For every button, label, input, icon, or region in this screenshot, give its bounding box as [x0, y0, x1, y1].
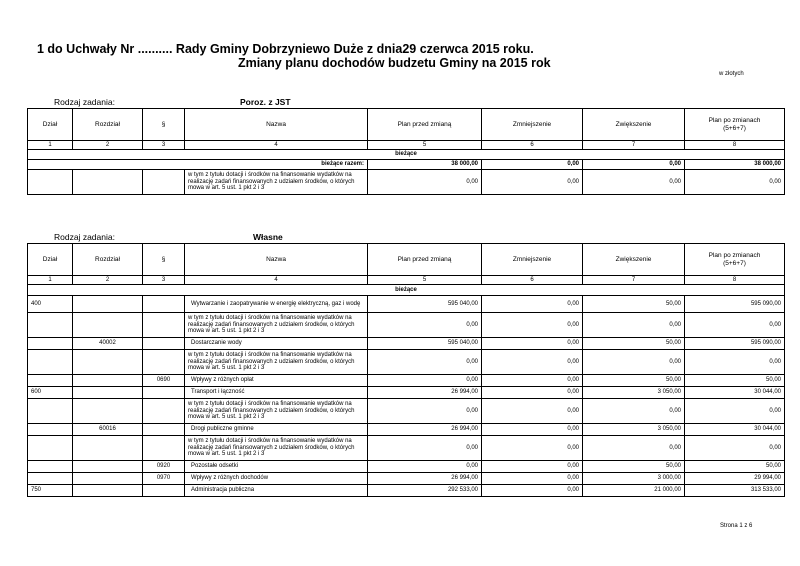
- cell-value: 50,00: [685, 461, 785, 473]
- cell-dzial: [28, 436, 73, 461]
- cell-value: 0,00: [368, 350, 482, 375]
- group-label: bieżące: [28, 150, 785, 160]
- cell-dzial: [28, 338, 73, 350]
- cell-rozdzial: [73, 461, 143, 473]
- col-number: 7: [583, 141, 685, 150]
- cell-nazwa: w tym z tytułu dotacji i środków na finansowanie wydatków na realizację zadań finansowanych z udziałem środków, o których mowa w art. 5 ust. 1 pkt 2 i 3: [185, 313, 368, 338]
- col-rozdzial: Rozdział: [73, 244, 143, 276]
- total-row: [28, 160, 785, 170]
- cell-paragraf: [143, 485, 185, 497]
- col-number: 8: [685, 276, 785, 285]
- cell-dzial: 600: [28, 387, 73, 399]
- col-nazwa: Nazwa: [185, 109, 368, 141]
- total-value: 0,00: [583, 160, 685, 170]
- document-title: 1 do Uchwały Nr .......... Rady Gminy Dobrzyniewo Duże z dnia29 czerwca 2015 roku.: [37, 42, 534, 56]
- column-number-row: [28, 141, 785, 150]
- col-number: 6: [482, 141, 583, 150]
- cell-paragraf: [143, 436, 185, 461]
- cell-dzial: 400: [28, 296, 73, 313]
- cell-nazwa: Administracja publiczna: [185, 485, 368, 497]
- cell-paragraf: [143, 387, 185, 399]
- cell-paragraf: 0970: [143, 473, 185, 485]
- cell-dzial: [28, 424, 73, 436]
- col-number: 1: [28, 141, 73, 150]
- cell-nazwa: w tym z tytułu dotacji i środków na finansowanie wydatków na realizację zadań finansowanych z udziałem środków, o których mowa w art. 5 ust. 1 pkt 2 i 3: [185, 399, 368, 424]
- column-header-row: [28, 244, 785, 276]
- table-row: [28, 461, 785, 473]
- cell-value: 0,00: [685, 170, 785, 195]
- cell-value: 595 040,00: [368, 338, 482, 350]
- cell-paragraf: [143, 424, 185, 436]
- col-number: 8: [685, 141, 785, 150]
- col-number: 5: [368, 141, 482, 150]
- table-row: [28, 399, 785, 424]
- cell-value: 0,00: [482, 399, 583, 424]
- cell-value: 3 050,00: [583, 387, 685, 399]
- cell-nazwa: Dostarczanie wody: [185, 338, 368, 350]
- cell-nazwa: w tym z tytułu dotacji i środków na finansowanie wydatków na realizację zadań finansowanych z udziałem środków, o których mowa w art. 5 ust. 1 pkt 2 i 3: [185, 170, 368, 195]
- cell-value: 0,00: [685, 436, 785, 461]
- col-number: 3: [143, 276, 185, 285]
- section2-label: Rodzaj zadania:: [54, 232, 115, 242]
- total-value: 38 000,00: [685, 160, 785, 170]
- cell-nazwa: Pozostałe odsetki: [185, 461, 368, 473]
- section1-value: Poroz. z JST: [240, 97, 291, 107]
- cell-nazwa: w tym z tytułu dotacji i środków na finansowanie wydatków na realizację zadań finansowanych z udziałem środków, o których mowa w art. 5 ust. 1 pkt 2 i 3: [185, 350, 368, 375]
- table-row: [28, 436, 785, 461]
- cell-rozdzial: [73, 313, 143, 338]
- cell-value: 26 994,00: [368, 387, 482, 399]
- col-zmniejszenie: Zmniejszenie: [482, 109, 583, 141]
- cell-paragraf: [143, 399, 185, 424]
- cell-dzial: [28, 350, 73, 375]
- cell-value: 0,00: [482, 375, 583, 387]
- cell-value: 0,00: [482, 485, 583, 497]
- col-rozdzial: Rozdział: [73, 109, 143, 141]
- col-number: 3: [143, 141, 185, 150]
- cell-value: 0,00: [583, 436, 685, 461]
- cell-value: 0,00: [482, 296, 583, 313]
- col-plan-po: Plan po zmianach (5+6+7): [685, 109, 785, 141]
- col-dzial: Dział: [28, 244, 73, 276]
- table-row: [28, 338, 785, 350]
- cell-paragraf: 0690: [143, 375, 185, 387]
- cell-value: 0,00: [368, 313, 482, 338]
- cell-rozdzial: 60016: [73, 424, 143, 436]
- table-row: [28, 387, 785, 399]
- col-plan-po: Plan po zmianach (5+6+7): [685, 244, 785, 276]
- cell-paragraf: [143, 350, 185, 375]
- total-label: bieżące razem:: [28, 160, 368, 170]
- cell-value: 0,00: [368, 399, 482, 424]
- cell-nazwa: w tym z tytułu dotacji i środków na finansowanie wydatków na realizację zadań finansowanych z udziałem środków, o których mowa w art. 5 ust. 1 pkt 2 i 3: [185, 436, 368, 461]
- section1-table: [27, 108, 785, 195]
- table-row: [28, 485, 785, 497]
- col-paragraf: §: [143, 109, 185, 141]
- cell-dzial: [28, 375, 73, 387]
- section2-table: [27, 243, 785, 497]
- cell-paragraf: [143, 338, 185, 350]
- cell-rozdzial: 40002: [73, 338, 143, 350]
- cell-value: 0,00: [685, 313, 785, 338]
- cell-rozdzial: [73, 375, 143, 387]
- cell-dzial: 750: [28, 485, 73, 497]
- currency-unit: w złotych: [719, 71, 744, 77]
- cell-nazwa: Wytwarzanie i zaopatrywanie w energię elektryczną, gaz i wodę: [185, 296, 368, 313]
- col-number: 4: [185, 276, 368, 285]
- col-zmniejszenie: Zmniejszenie: [482, 244, 583, 276]
- column-header-row: [28, 109, 785, 141]
- cell-value: 0,00: [685, 399, 785, 424]
- cell-rozdzial: [73, 170, 143, 195]
- cell-rozdzial: [73, 387, 143, 399]
- section1-label: Rodzaj zadania:: [54, 97, 115, 107]
- group-label: bieżące: [28, 285, 785, 296]
- cell-value: 30 044,00: [685, 387, 785, 399]
- cell-value: 26 994,00: [368, 473, 482, 485]
- cell-dzial: [28, 399, 73, 424]
- cell-value: 26 994,00: [368, 424, 482, 436]
- cell-value: 0,00: [482, 338, 583, 350]
- cell-value: 0,00: [583, 170, 685, 195]
- cell-value: 595 090,00: [685, 338, 785, 350]
- cell-value: 0,00: [482, 170, 583, 195]
- col-zwiekszenie: Zwiększenie: [583, 109, 685, 141]
- cell-value: 0,00: [583, 350, 685, 375]
- cell-dzial: [28, 313, 73, 338]
- cell-value: 30 044,00: [685, 424, 785, 436]
- cell-value: 29 994,00: [685, 473, 785, 485]
- cell-value: 50,00: [583, 338, 685, 350]
- cell-value: 595 040,00: [368, 296, 482, 313]
- cell-rozdzial: [73, 473, 143, 485]
- column-number-row: [28, 276, 785, 285]
- col-number: 4: [185, 141, 368, 150]
- table-row: [28, 296, 785, 313]
- cell-value: 0,00: [482, 313, 583, 338]
- cell-value: 0,00: [583, 313, 685, 338]
- table-row: [28, 313, 785, 338]
- cell-value: 313 533,00: [685, 485, 785, 497]
- cell-value: 50,00: [583, 461, 685, 473]
- group-row: [28, 285, 785, 296]
- cell-value: 0,00: [368, 375, 482, 387]
- cell-value: 292 533,00: [368, 485, 482, 497]
- cell-paragraf: [143, 313, 185, 338]
- col-number: 2: [73, 276, 143, 285]
- col-number: 6: [482, 276, 583, 285]
- cell-nazwa: Drogi publiczne gminne: [185, 424, 368, 436]
- col-number: 1: [28, 276, 73, 285]
- cell-value: 0,00: [482, 473, 583, 485]
- group-row: [28, 150, 785, 160]
- col-plan-przed: Plan przed zmianą: [368, 244, 482, 276]
- table-row: [28, 350, 785, 375]
- table-row: [28, 375, 785, 387]
- col-plan-przed: Plan przed zmianą: [368, 109, 482, 141]
- total-value: 0,00: [482, 160, 583, 170]
- cell-paragraf: 0920: [143, 461, 185, 473]
- cell-value: 0,00: [482, 424, 583, 436]
- cell-paragraf: [143, 170, 185, 195]
- col-dzial: Dział: [28, 109, 73, 141]
- col-number: 2: [73, 141, 143, 150]
- col-zwiekszenie: Zwiększenie: [583, 244, 685, 276]
- cell-value: 50,00: [583, 296, 685, 313]
- cell-rozdzial: [73, 296, 143, 313]
- section2-value: Własne: [253, 232, 283, 242]
- col-paragraf: §: [143, 244, 185, 276]
- cell-value: 0,00: [583, 399, 685, 424]
- cell-value: 595 090,00: [685, 296, 785, 313]
- col-nazwa: Nazwa: [185, 244, 368, 276]
- cell-dzial: [28, 170, 73, 195]
- cell-value: 0,00: [482, 350, 583, 375]
- cell-dzial: [28, 473, 73, 485]
- cell-nazwa: Wpływy z różnych dochodów: [185, 473, 368, 485]
- cell-nazwa: Wpływy z różnych opłat: [185, 375, 368, 387]
- cell-value: 50,00: [583, 375, 685, 387]
- cell-rozdzial: [73, 350, 143, 375]
- document-subtitle: Zmiany planu dochodów budzetu Gminy na 2015 rok: [238, 56, 551, 70]
- total-value: 38 000,00: [368, 160, 482, 170]
- cell-paragraf: [143, 296, 185, 313]
- col-number: 7: [583, 276, 685, 285]
- cell-value: 21 000,00: [583, 485, 685, 497]
- table-row: [28, 424, 785, 436]
- cell-dzial: [28, 461, 73, 473]
- cell-value: 0,00: [482, 436, 583, 461]
- cell-rozdzial: [73, 485, 143, 497]
- cell-value: 3 000,00: [583, 473, 685, 485]
- cell-value: 3 050,00: [583, 424, 685, 436]
- cell-value: 0,00: [482, 461, 583, 473]
- cell-value: 0,00: [482, 387, 583, 399]
- col-number: 5: [368, 276, 482, 285]
- cell-value: 0,00: [368, 170, 482, 195]
- cell-value: 50,00: [685, 375, 785, 387]
- page-number: Strona 1 z 6: [720, 523, 753, 529]
- cell-rozdzial: [73, 399, 143, 424]
- cell-value: 0,00: [685, 350, 785, 375]
- cell-rozdzial: [73, 436, 143, 461]
- table-row: [28, 473, 785, 485]
- cell-nazwa: Transport i łączność: [185, 387, 368, 399]
- cell-value: 0,00: [368, 436, 482, 461]
- cell-value: 0,00: [368, 461, 482, 473]
- subitem-row: [28, 170, 785, 195]
